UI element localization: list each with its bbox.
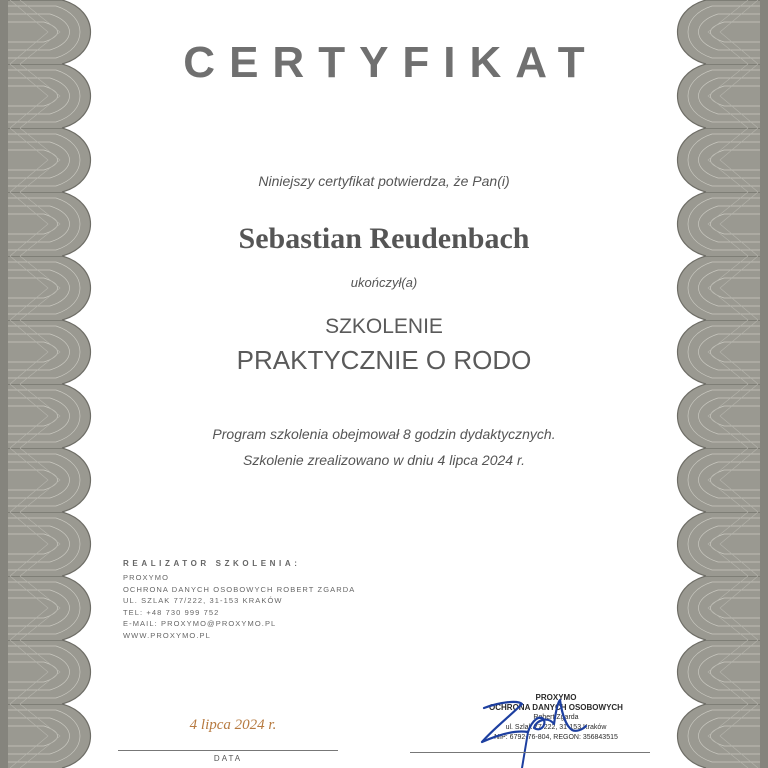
handwritten-date: 4 lipca 2024 r. <box>189 717 277 733</box>
date-caption: DATA <box>213 754 243 763</box>
stamp-line: Robert Zgarda <box>533 714 579 721</box>
organizer-line: PROXYMO <box>123 573 170 582</box>
program-text: Program szkolenia obejmował 8 godzin dydaktycznych. <box>212 426 556 442</box>
organizer-line: UL. SZLAK 77/222, 31-153 KRAKÓW <box>123 596 283 606</box>
training-type: SZKOLENIE <box>325 315 443 338</box>
date-underline <box>118 750 338 751</box>
organizer-block <box>123 559 443 642</box>
signature-underline <box>410 752 650 753</box>
organizer-line: OCHRONA DANYCH OSOBOWYCH ROBERT ZGARDA <box>123 584 356 594</box>
stamp-line: ul. Szlak 77/222, 31-153 Kraków <box>505 724 607 731</box>
organizer-email: E-MAIL: PROXYMO@PROXYMO.PL <box>123 619 277 629</box>
organizer-website: WWW.PROXYMO.PL <box>123 630 211 640</box>
certificate-title: CERTYFIKAT <box>183 38 599 87</box>
recipient-name: Sebastian Reudenbach <box>238 222 530 255</box>
handwritten-signature <box>470 690 590 768</box>
stamp-line: NIP: 6792-76-804, REGON: 356843515 <box>494 734 618 741</box>
training-date-text: Szkolenie zrealizowano w dniu 4 lipca 2024 r. <box>243 452 525 468</box>
training-name: PRAKTYCZNIE O RODO <box>236 345 532 375</box>
organizer-line: TEL: +48 730 999 752 <box>123 607 220 617</box>
completed-label: ukończył(a) <box>350 275 418 290</box>
stamp-line: OCHRONA DANYCH OSOBOWYCH <box>489 703 623 712</box>
decorative-border-right <box>668 0 768 768</box>
certificate-intro: Niniejszy certyfikat potwierdza, że Pan(i) <box>258 173 510 189</box>
organizer-label: REALIZATOR SZKOLENIA: <box>123 559 301 568</box>
decorative-border-left <box>0 0 100 768</box>
stamp-line: PROXYMO <box>535 693 577 702</box>
